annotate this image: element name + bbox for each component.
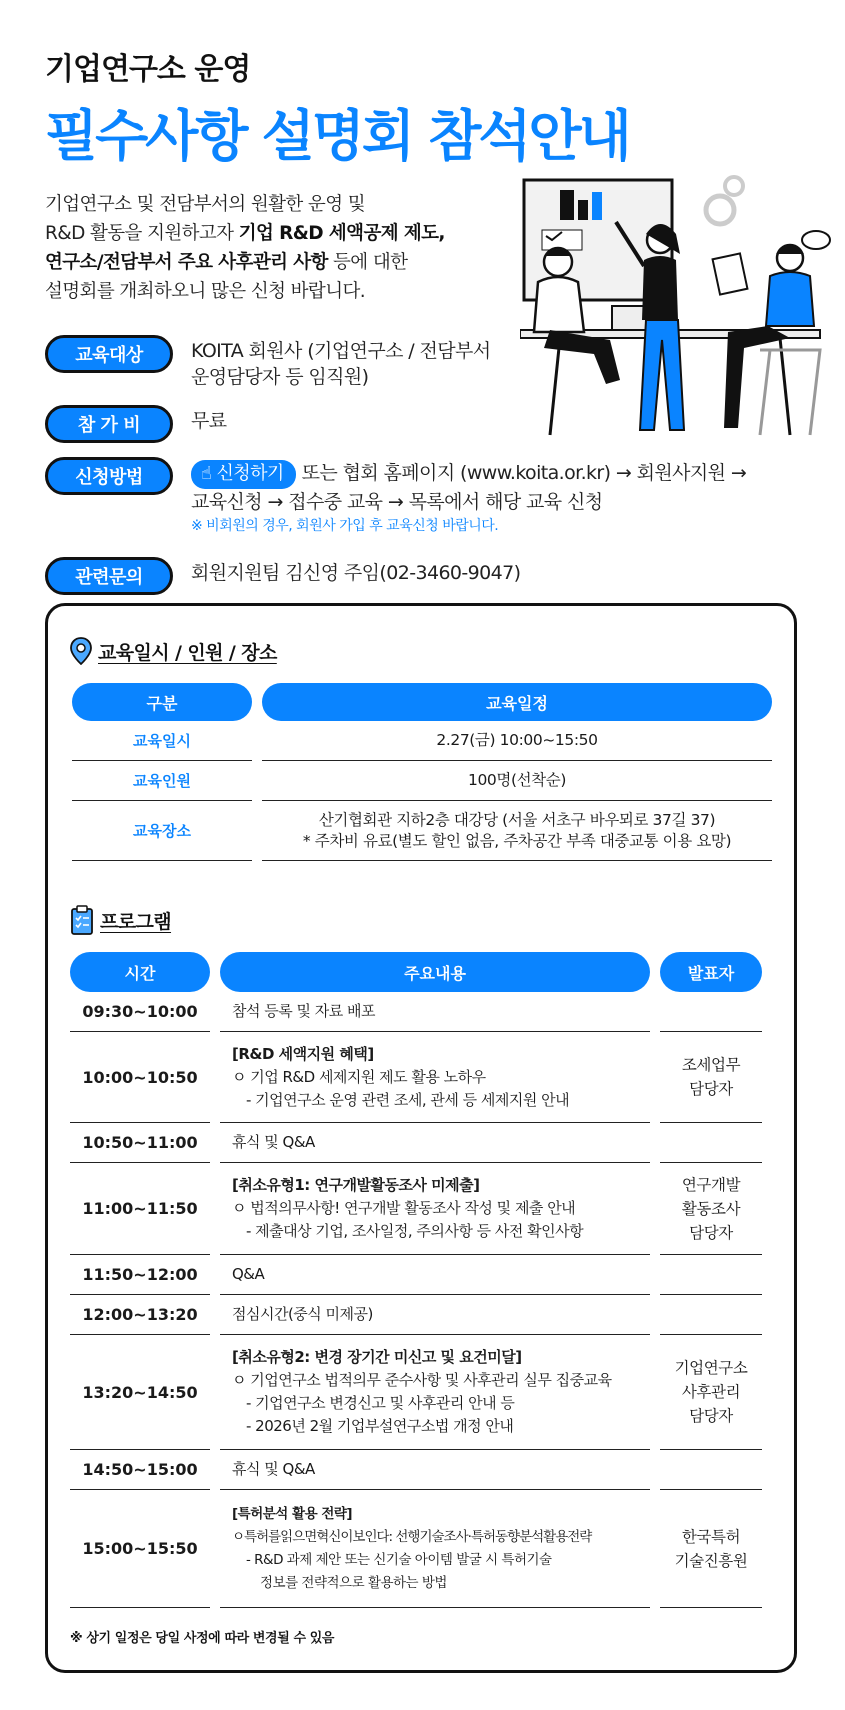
apply-button[interactable] xyxy=(191,460,296,489)
content-line: 참석 등록 및 자료 배포 xyxy=(232,1002,375,1020)
program-content xyxy=(220,1032,650,1123)
program-content xyxy=(220,992,650,1032)
fee-label: 참 가 비 xyxy=(45,405,173,443)
schedule-heading xyxy=(70,637,277,665)
program-speaker: 조세업무 담당자 xyxy=(660,1032,762,1123)
intro-line-2-bold: 기업 R&D 세액공제 제도, xyxy=(238,223,445,244)
program-speaker xyxy=(660,1295,762,1335)
program-heading xyxy=(70,905,171,935)
info-method-row xyxy=(45,457,746,537)
intro-line-1: 기업연구소 및 전담부서의 원활한 운영 및 xyxy=(45,194,366,215)
program-time: 10:00~10:50 xyxy=(70,1032,210,1123)
intro-line-4: 설명회를 개최하오니 많은 신청 바랍니다. xyxy=(45,281,366,302)
program-speaker xyxy=(660,1450,762,1490)
program-col-speaker: 발표자 xyxy=(660,952,762,992)
schedule-table-header xyxy=(72,683,772,721)
program-time: 15:00~15:50 xyxy=(70,1490,210,1608)
content-line: - 제출대상 기업, 조사일정, 주의사항 등 사전 확인사항 xyxy=(246,1222,584,1240)
method-text xyxy=(191,460,746,537)
program-content xyxy=(220,1163,650,1255)
content-title: [특허분석 활용 전략] xyxy=(232,1505,353,1522)
table-row xyxy=(70,1123,770,1163)
table-row xyxy=(70,1450,770,1490)
program-content xyxy=(220,1490,650,1608)
intro-line-2-text: R&D 활동을 지원하고자 xyxy=(45,223,239,244)
program-speaker xyxy=(660,992,762,1032)
table-row xyxy=(70,1490,770,1608)
program-speaker xyxy=(660,1123,762,1163)
program-heading-text: 프로그램 xyxy=(100,910,172,933)
content-line: Q&A xyxy=(232,1265,265,1283)
schedule-col-detail: 교육일정 xyxy=(262,683,772,721)
checklist-icon xyxy=(70,905,94,935)
intro-line-3 xyxy=(45,248,515,277)
content-line: ㅇ 법적의무사항! 연구개발 활동조사 작성 및 제출 안내 xyxy=(232,1199,576,1217)
info-fee-row xyxy=(45,405,227,443)
content-line: ㅇ 기업 R&D 세제지원 제도 활용 노하우 xyxy=(232,1067,486,1086)
target-text-line-1: KOITA 회원사 (기업연구소 / 전담부서 xyxy=(191,340,491,362)
table-row xyxy=(70,1295,770,1335)
program-time: 10:50~11:00 xyxy=(70,1123,210,1163)
intro-line-3-text: 등에 대한 xyxy=(327,252,408,273)
program-table xyxy=(70,952,770,1608)
program-content xyxy=(220,1335,650,1450)
target-label: 교육대상 xyxy=(45,335,173,373)
schedule-value-text: 산기협회관 지하2층 대강당 (서울 서초구 바우뫼로 37길 37) xyxy=(318,810,716,829)
method-text-1: 또는 협회 홈페이지 (www.koita.or.kr) → 회원사지원 → xyxy=(301,462,747,484)
program-footnote: ※ 상기 일정은 당일 사정에 따라 변경될 수 있음 xyxy=(70,1631,335,1646)
event-subtitle: 기업연구소 운영 xyxy=(45,52,251,87)
content-title: [취소유형1: 연구개발활동조사 미제출] xyxy=(232,1176,480,1194)
program-time: 09:30~10:00 xyxy=(70,992,210,1032)
pointer-icon: ☝ xyxy=(201,463,212,484)
program-col-time: 시간 xyxy=(70,952,210,992)
program-col-content: 주요내용 xyxy=(220,952,650,992)
table-row xyxy=(72,761,772,801)
program-time: 11:50~12:00 xyxy=(70,1255,210,1295)
table-row xyxy=(70,1335,770,1450)
schedule-heading-text: 교육일시 / 인원 / 장소 xyxy=(98,641,277,664)
intro-line-3-bold: 연구소/전담부서 주요 사후관리 사항 xyxy=(45,252,328,273)
event-title: 필수사항 설명회 참석안내 xyxy=(45,104,629,168)
schedule-value-text: 100명(선착순) xyxy=(468,771,566,789)
content-line: 정보를 전략적으로 활용하는 방법 xyxy=(260,1574,447,1591)
content-line: ㅇ특허를읽으면혁신이보인다: 선행기술조사·특허동향분석활용전략 xyxy=(232,1528,592,1545)
content-line: - 2026년 2월 기업부설연구소법 개정 안내 xyxy=(246,1417,514,1435)
program-content xyxy=(220,1450,650,1490)
content-title: [R&D 세액지원 혜택] xyxy=(232,1044,374,1063)
schedule-row-label: 교육인원 xyxy=(72,761,252,801)
content-line: - 기업연구소 운영 관련 조세, 관세 등 세제지원 안내 xyxy=(246,1090,570,1109)
intro-line-2 xyxy=(45,219,515,248)
content-line: 휴식 및 Q&A xyxy=(232,1460,315,1478)
table-row xyxy=(72,801,772,861)
program-time: 14:50~15:00 xyxy=(70,1450,210,1490)
program-table-header xyxy=(70,952,770,992)
schedule-row-value xyxy=(262,801,772,861)
content-line: ㅇ 기업연구소 법적의무 준수사항 및 사후관리 실무 집중교육 xyxy=(232,1371,612,1389)
table-row xyxy=(70,992,770,1032)
table-row xyxy=(70,1255,770,1295)
target-text xyxy=(191,338,491,390)
schedule-row-value xyxy=(262,761,772,801)
schedule-table xyxy=(72,683,772,861)
program-speaker: 연구개발 활동조사 담당자 xyxy=(660,1163,762,1255)
program-speaker: 한국특허 기술진흥원 xyxy=(660,1490,762,1608)
location-pin-icon xyxy=(70,637,92,665)
program-content xyxy=(220,1123,650,1163)
program-content xyxy=(220,1255,650,1295)
program-time: 11:00~11:50 xyxy=(70,1163,210,1255)
method-text-line-1 xyxy=(191,460,746,489)
schedule-row-label: 교육장소 xyxy=(72,801,252,861)
target-text-line-2: 운영담당자 등 임직원) xyxy=(191,366,369,388)
method-text-line-2: 교육신청 → 접수중 교육 → 목록에서 해당 교육 신청 xyxy=(191,491,603,513)
schedule-col-category: 구분 xyxy=(72,683,252,721)
program-speaker: 기업연구소 사후관리 담당자 xyxy=(660,1335,762,1450)
program-speaker xyxy=(660,1255,762,1295)
meeting-illustration xyxy=(520,170,840,440)
contact-text: 회원지원팀 김신영 주임(02-3460-9047) xyxy=(191,562,521,584)
table-row xyxy=(70,1032,770,1123)
method-note: ※ 비회원의 경우, 회원사 가입 후 교육신청 바랍니다. xyxy=(191,518,499,534)
content-line: - R&D 과제 제안 또는 신기술 아이템 발굴 시 특허기술 xyxy=(246,1551,552,1568)
table-row xyxy=(70,1163,770,1255)
schedule-row-label: 교육일시 xyxy=(72,721,252,761)
fee-text: 무료 xyxy=(191,410,227,432)
info-target-row xyxy=(45,335,491,390)
contact-label: 관련문의 xyxy=(45,557,173,595)
content-title: [취소유형2: 변경 장기간 미신고 및 요건미달] xyxy=(232,1348,522,1366)
table-row xyxy=(72,721,772,761)
apply-button-label: 신청하기 xyxy=(216,463,284,484)
info-contact-row xyxy=(45,557,520,595)
content-line: 휴식 및 Q&A xyxy=(232,1133,315,1151)
schedule-value-text: 2.27(금) 10:00~15:50 xyxy=(436,731,598,749)
program-time: 12:00~13:20 xyxy=(70,1295,210,1335)
program-content xyxy=(220,1295,650,1335)
method-label: 신청방법 xyxy=(45,457,173,495)
content-line: - 기업연구소 변경신고 및 사후관리 안내 등 xyxy=(246,1394,515,1412)
content-line: 점심시간(중식 미제공) xyxy=(232,1305,373,1323)
schedule-row-value xyxy=(262,721,772,761)
intro-text xyxy=(45,190,515,306)
program-time: 13:20~14:50 xyxy=(70,1335,210,1450)
schedule-value-note: * 주차비 유료(별도 할인 없음, 주차공간 부족 대중교통 이용 요망) xyxy=(302,831,732,850)
